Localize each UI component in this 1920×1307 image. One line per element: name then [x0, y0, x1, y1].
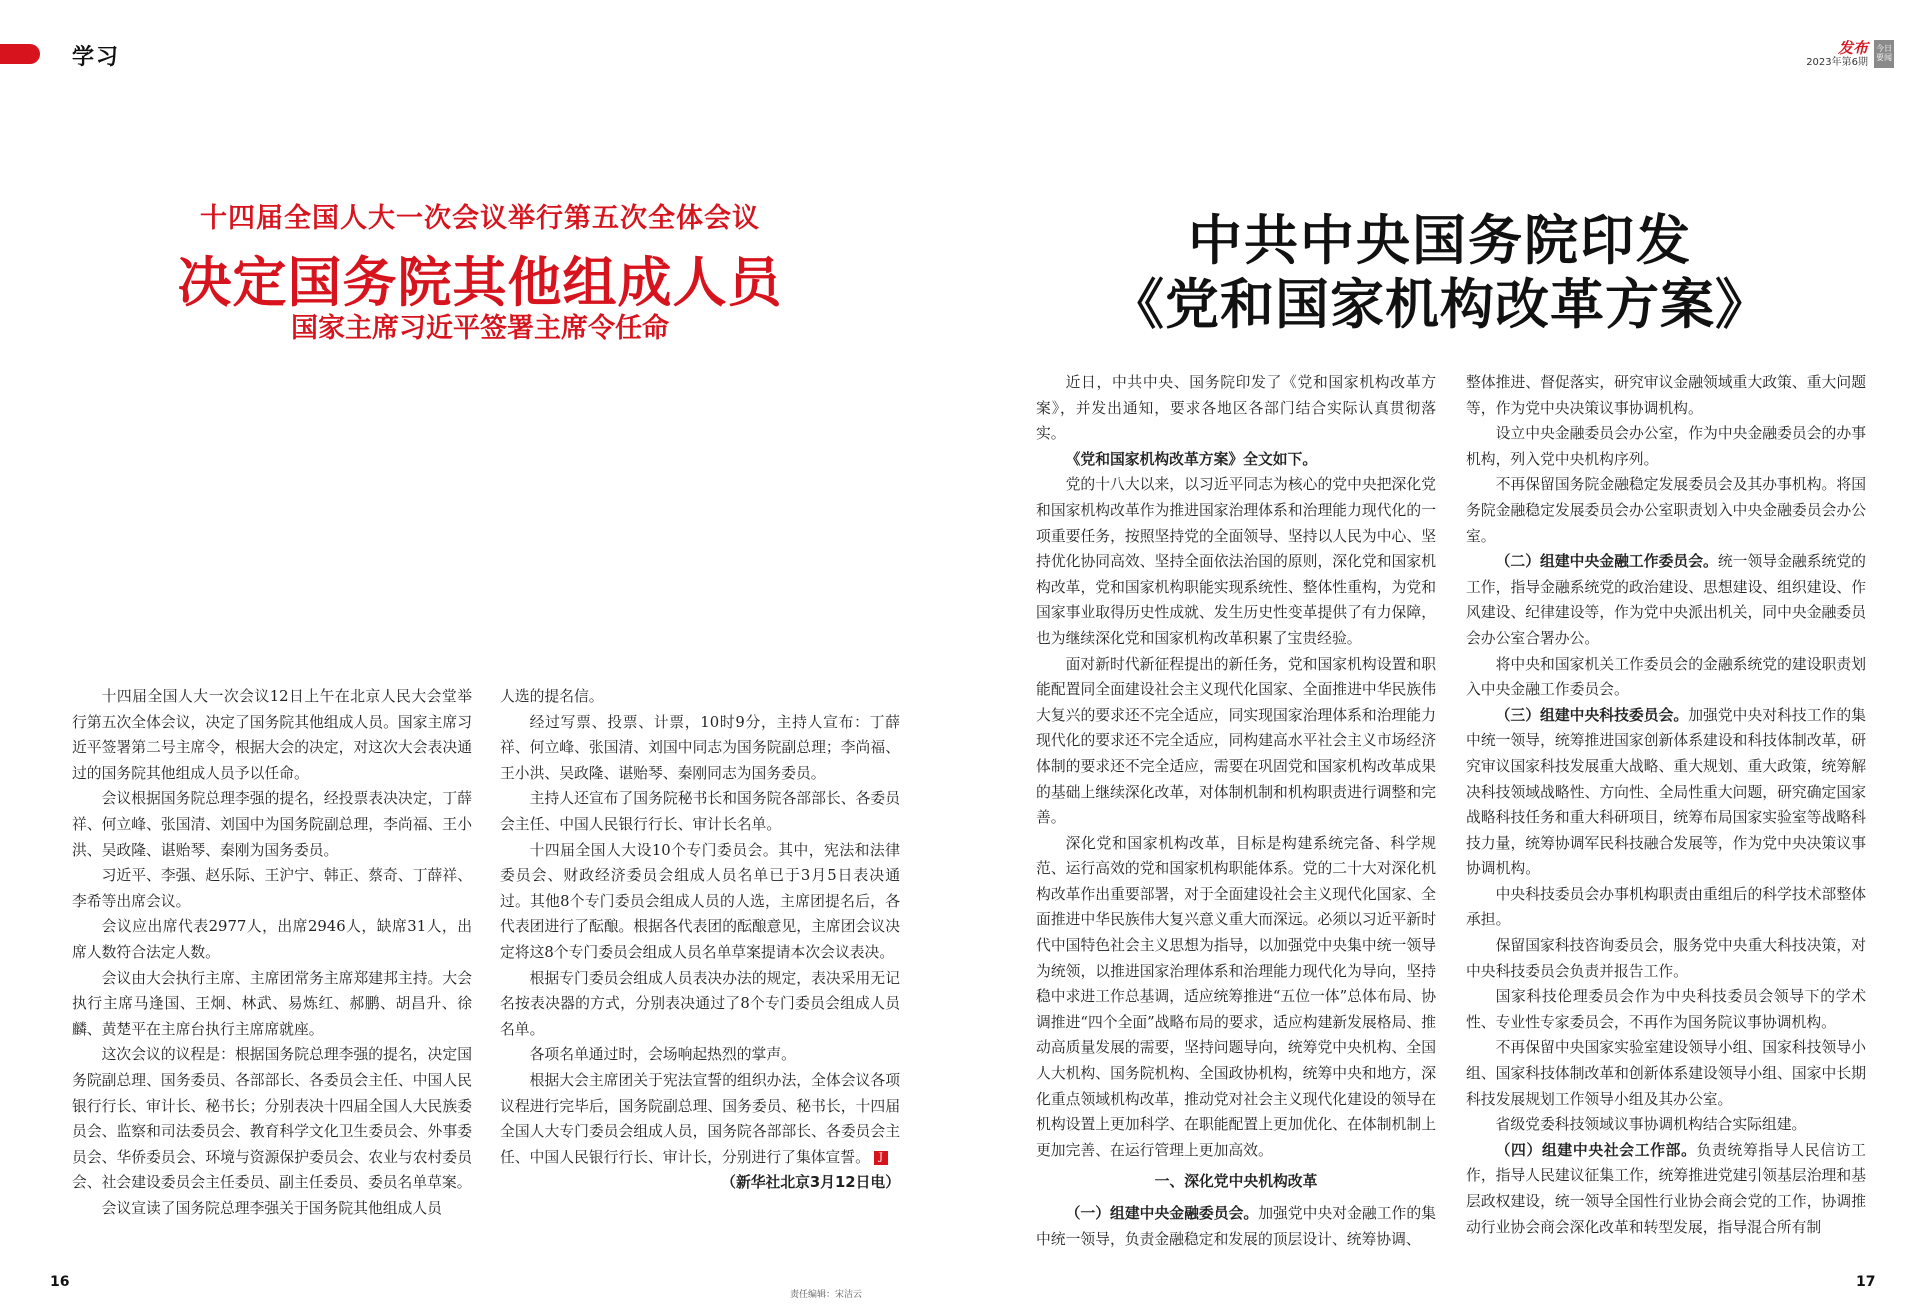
paragraph: 会议宣读了国务院总理李强关于国务院其他组成人员: [101, 1199, 442, 1217]
paragraph: 会议应出席代表2977人，出席2946人，缺席31人，出席人数符合法定人数。: [72, 918, 472, 961]
paragraph: 十四届全国人大设10个专门委员会。其中，宪法和法律委员会、财政经济委员会组成人员名单已于3月5日表决通过。其他8个专门委员会组成人员的人选，主席团提名后，各代表团进行了酝酿。根据各代表团的酝酿意见，主席团会议决定将这8个专门委员会组成人员名单草案提请本次会议表决。: [500, 841, 900, 961]
item-title: （二）组建中央金融工作委员会。: [1495, 553, 1718, 571]
paragraph-text: 根据大会主席团关于宪法宣誓的组织办法，全体会议各项议程进行完毕后，国务院副总理、国务委员、秘书长，十四届全国人大专门委员会组成人员，国务院各部部长、各委员会主任、中国人民银行行长、审计长，分别进行了集体宣誓。: [500, 1071, 900, 1166]
paragraph: 不再保留中央国家实验室建设领导小组、国家科技领导小组、国家科技体制改革和创新体系建设领导小组、国家中长期科技发展规划工作领导小组及其办公室。: [1466, 1039, 1866, 1108]
paragraph: 保留国家科技咨询委员会，服务党中央重大科技决策，对中央科技委员会负责并报告工作。: [1466, 937, 1866, 980]
end-mark-icon: J: [874, 1151, 888, 1165]
paragraph: [1036, 1201, 1436, 1252]
right-article-column-2: [1466, 370, 1866, 1240]
paragraph: [500, 1068, 900, 1170]
item-text: 加强党中央对金融工作的集中统一领导，负责金融稳定和发展的顶层设计、统筹协调、: [1036, 1205, 1436, 1248]
paragraph: 深化党和国家机构改革，目标是构建系统完备、科学规范、运行高效的党和国家机构职能体系。党的二十大对深化机构改革作出重要部署，对于全面建设社会主义现代化国家、全面推进中华民族伟大复兴意义重大而深远。必须以习近平新时代中国特色社会主义思想为指导，以加强党中央集中统一领导为统领，以推进国家治理体系和治理能力现代化为导向，坚持稳中求进工作总基调，适应统筹推进“五位一体”总体布局、协调推进“四个全面”战略布局的要求，适应构建新发展格局、推动高质量发展的需要，坚持问题导向，统筹党中央机构、全国人大机构、国务院机构、全国政协机构，统筹中央和地方，深化重点领域机构改革，推动党对社会主义现代化建设的领导在机构设置上更加科学、在职能配置上更加优化、在体制机制上更加完善、在运行管理上更加高效。: [1036, 834, 1436, 1159]
paragraph: 各项名单通过时，会场响起热烈的掌声。: [529, 1046, 796, 1064]
paragraph: 国家科技伦理委员会作为中央科技委员会领导下的学术性、专业性专家委员会，不再作为国务院议事协调机构。: [1466, 988, 1866, 1031]
left-headline: 决定国务院其他组成人员: [177, 251, 783, 314]
item-title: （四）组建中央社会工作部。: [1495, 1141, 1697, 1159]
right-headline-line2: 《党和国家机构改革方案》: [1110, 273, 1770, 336]
paragraph: 习近平、李强、赵乐际、王沪宁、韩正、蔡奇、丁薛祥、李希等出席会议。: [72, 867, 472, 910]
paragraph: 根据专门委员会组成人员表决办法的规定，表决采用无记名按表决器的方式，分别表决通过了8个专门委员会组成人员名单。: [500, 969, 900, 1038]
masthead-brand: [1806, 40, 1894, 69]
page-number-right: 17: [1856, 1274, 1876, 1290]
brand-name: 发布: [1837, 39, 1868, 57]
paragraph: 党的十八大以来，以习近平同志为核心的党中央把深化党和国家机构改革作为推进国家治理体系和治理能力现代化的一项重要任务，按照坚持党的全面领导、坚持以人民为中心、坚持优化协同高效、坚持全面依法治国的原则，深化党和国家机构改革，党和国家机构职能实现系统性、整体性重构，为党和国家事业取得历史性成就、发生历史性变革提供了有力保障，也为继续深化党和国家机构改革积累了宝贵经验。: [1036, 476, 1436, 647]
editor-credit: 责任编辑：宋洁云: [790, 1290, 863, 1300]
section-tab-marker: [0, 44, 40, 64]
section-heading: 一、深化党中央机构改革: [1154, 1173, 1318, 1191]
left-article-column-1: [72, 684, 472, 1221]
paragraph: 人选的提名信。: [500, 688, 604, 705]
paragraph: 不再保留国务院金融稳定发展委员会及其办事机构。将国务院金融稳定发展委员会办公室职责划入中央金融委员会办公室。: [1466, 476, 1866, 545]
item-text: 负责统筹指导人民信访工作，指导人民建议征集工作，统筹推进党建引领基层治理和基层政权建设，统一领导全国性行业协会商会党的工作，协调推动行业协会商会深化改革和转型发展，指导混合所有制: [1466, 1141, 1866, 1236]
paragraph: 设立中央金融委员会办公室，作为中央金融委员会的办事机构，列入党中央机构序列。: [1466, 425, 1866, 468]
paragraph: 会议由大会执行主席、主席团常务主席郑建邦主持。大会执行主席马逢国、王炯、林武、易炼红、郝鹏、胡昌升、徐麟、黄楚平在主席台执行主席席就座。: [72, 969, 472, 1038]
right-headline-line1: 中共中央国务院印发: [1188, 209, 1692, 272]
left-article-column-2: [500, 684, 900, 1196]
paragraph: [1036, 447, 1436, 473]
paragraph: 会议根据国务院总理李强的提名，经投票表决决定，丁薛祥、何立峰、张国清、刘国中为国务院副总理，李尚福、王小洪、吴政隆、谌贻琴、秦刚为国务委员。: [72, 790, 472, 859]
dateline-signature: （新华社北京3月12日电）: [721, 1174, 900, 1192]
right-article-column-1: [1036, 370, 1436, 1252]
page-number-left: 16: [50, 1274, 70, 1290]
section-label: 学习: [72, 45, 121, 70]
brand-box: 今日要闻: [1874, 40, 1894, 68]
paragraph-bold: 《党和国家机构改革方案》全文如下。: [1065, 450, 1318, 468]
paragraph: 面对新时代新征程提出的新任务，党和国家机构设置和职能配置同全面建设社会主义现代化国家、全面推进中华民族伟大复兴的要求还不完全适应，同实现国家治理体系和治理能力现代化的要求还不完全适应，同构建高水平社会主义市场经济体制的要求还不完全适应，需要在巩固党和国家机构改革成果的基础上继续深化改革，对体制机制和机构职责进行调整和完善。: [1036, 655, 1436, 827]
paragraph: 主持人还宣布了国务院秘书长和国务院各部部长、各委员会主任、中国人民银行行长、审计长名单。: [500, 790, 900, 833]
paragraph: [1466, 703, 1866, 882]
paragraph: 整体推进、督促落实，研究审议金融领域重大政策、重大问题等，作为党中央决策议事协调机构。: [1466, 374, 1866, 417]
paragraph: 省级党委科技领域议事协调机构结合实际组建。: [1495, 1116, 1807, 1134]
paragraph: [1466, 1138, 1866, 1240]
paragraph: 这次会议的议程是：根据国务院总理李强的提名，决定国务院副总理、国务委员、各部部长、各委员会主任、中国人民银行行长、审计长、秘书长；分别表决十四届全国人大民族委员会、监察和司法委员会、教育科学文化卫生委员会、外事委员会、华侨委员会、环境与资源保护委员会、农业与农村委员会、社会建设委员会主任委员、副主任委员、委员名单草案。: [72, 1046, 472, 1192]
item-title: （一）组建中央金融委员会。: [1065, 1205, 1259, 1222]
issue-label: 2023年第6期: [1806, 57, 1868, 68]
paragraph: 近日，中共中央、国务院印发了《党和国家机构改革方案》，并发出通知，要求各地区各部门结合实际认真贯彻落实。: [1036, 374, 1436, 443]
item-title: （三）组建中央科技委员会。: [1495, 706, 1689, 724]
left-subhead: 国家主席习近平签署主席令任命: [291, 313, 669, 344]
paragraph: 中央科技委员会办事机构职责由重组后的科学技术部整体承担。: [1466, 885, 1866, 929]
item-text: 加强党中央对科技工作的集中统一领导，统筹推进国家创新体系建设和科技体制改革，研究审议国家科技发展重大战略、重大规划、重大政策，统筹解决科技领域战略性、方向性、全局性重大问题，研究确定国家战略科技任务和重大科研项目，统筹布局国家实验室等战略科技力量，统筹协调军民科技融合发展等，作为党中央决策议事协调机构。: [1466, 706, 1866, 878]
left-kicker: 十四届全国人大一次会议举行第五次全体会议: [200, 203, 760, 234]
paragraph: 经过写票、投票、计票，10时9分，主持人宣布：丁薛祥、何立峰、张国清、刘国中同志为国务院副总理；李尚福、王小洪、吴政隆、谌贻琴、秦刚同志为国务委员。: [500, 713, 900, 782]
paragraph: 十四届全国人大一次会议12日上午在北京人民大会堂举行第五次全体会议，决定了国务院其他组成人员。国家主席习近平签署第二号主席令，根据大会的决定，对这次大会表决通过的国务院其他组成人员予以任命。: [72, 688, 472, 782]
paragraph: 将中央和国家机关工作委员会的金融系统党的建设职责划入中央金融工作委员会。: [1466, 655, 1866, 699]
item-text: 统一领导金融系统党的工作，指导金融系统党的政治建设、思想建设、组织建设、作风建设、纪律建设等，作为党中央派出机关，同中央金融委员会办公室合署办公。: [1466, 553, 1866, 647]
paragraph: [1466, 549, 1866, 651]
